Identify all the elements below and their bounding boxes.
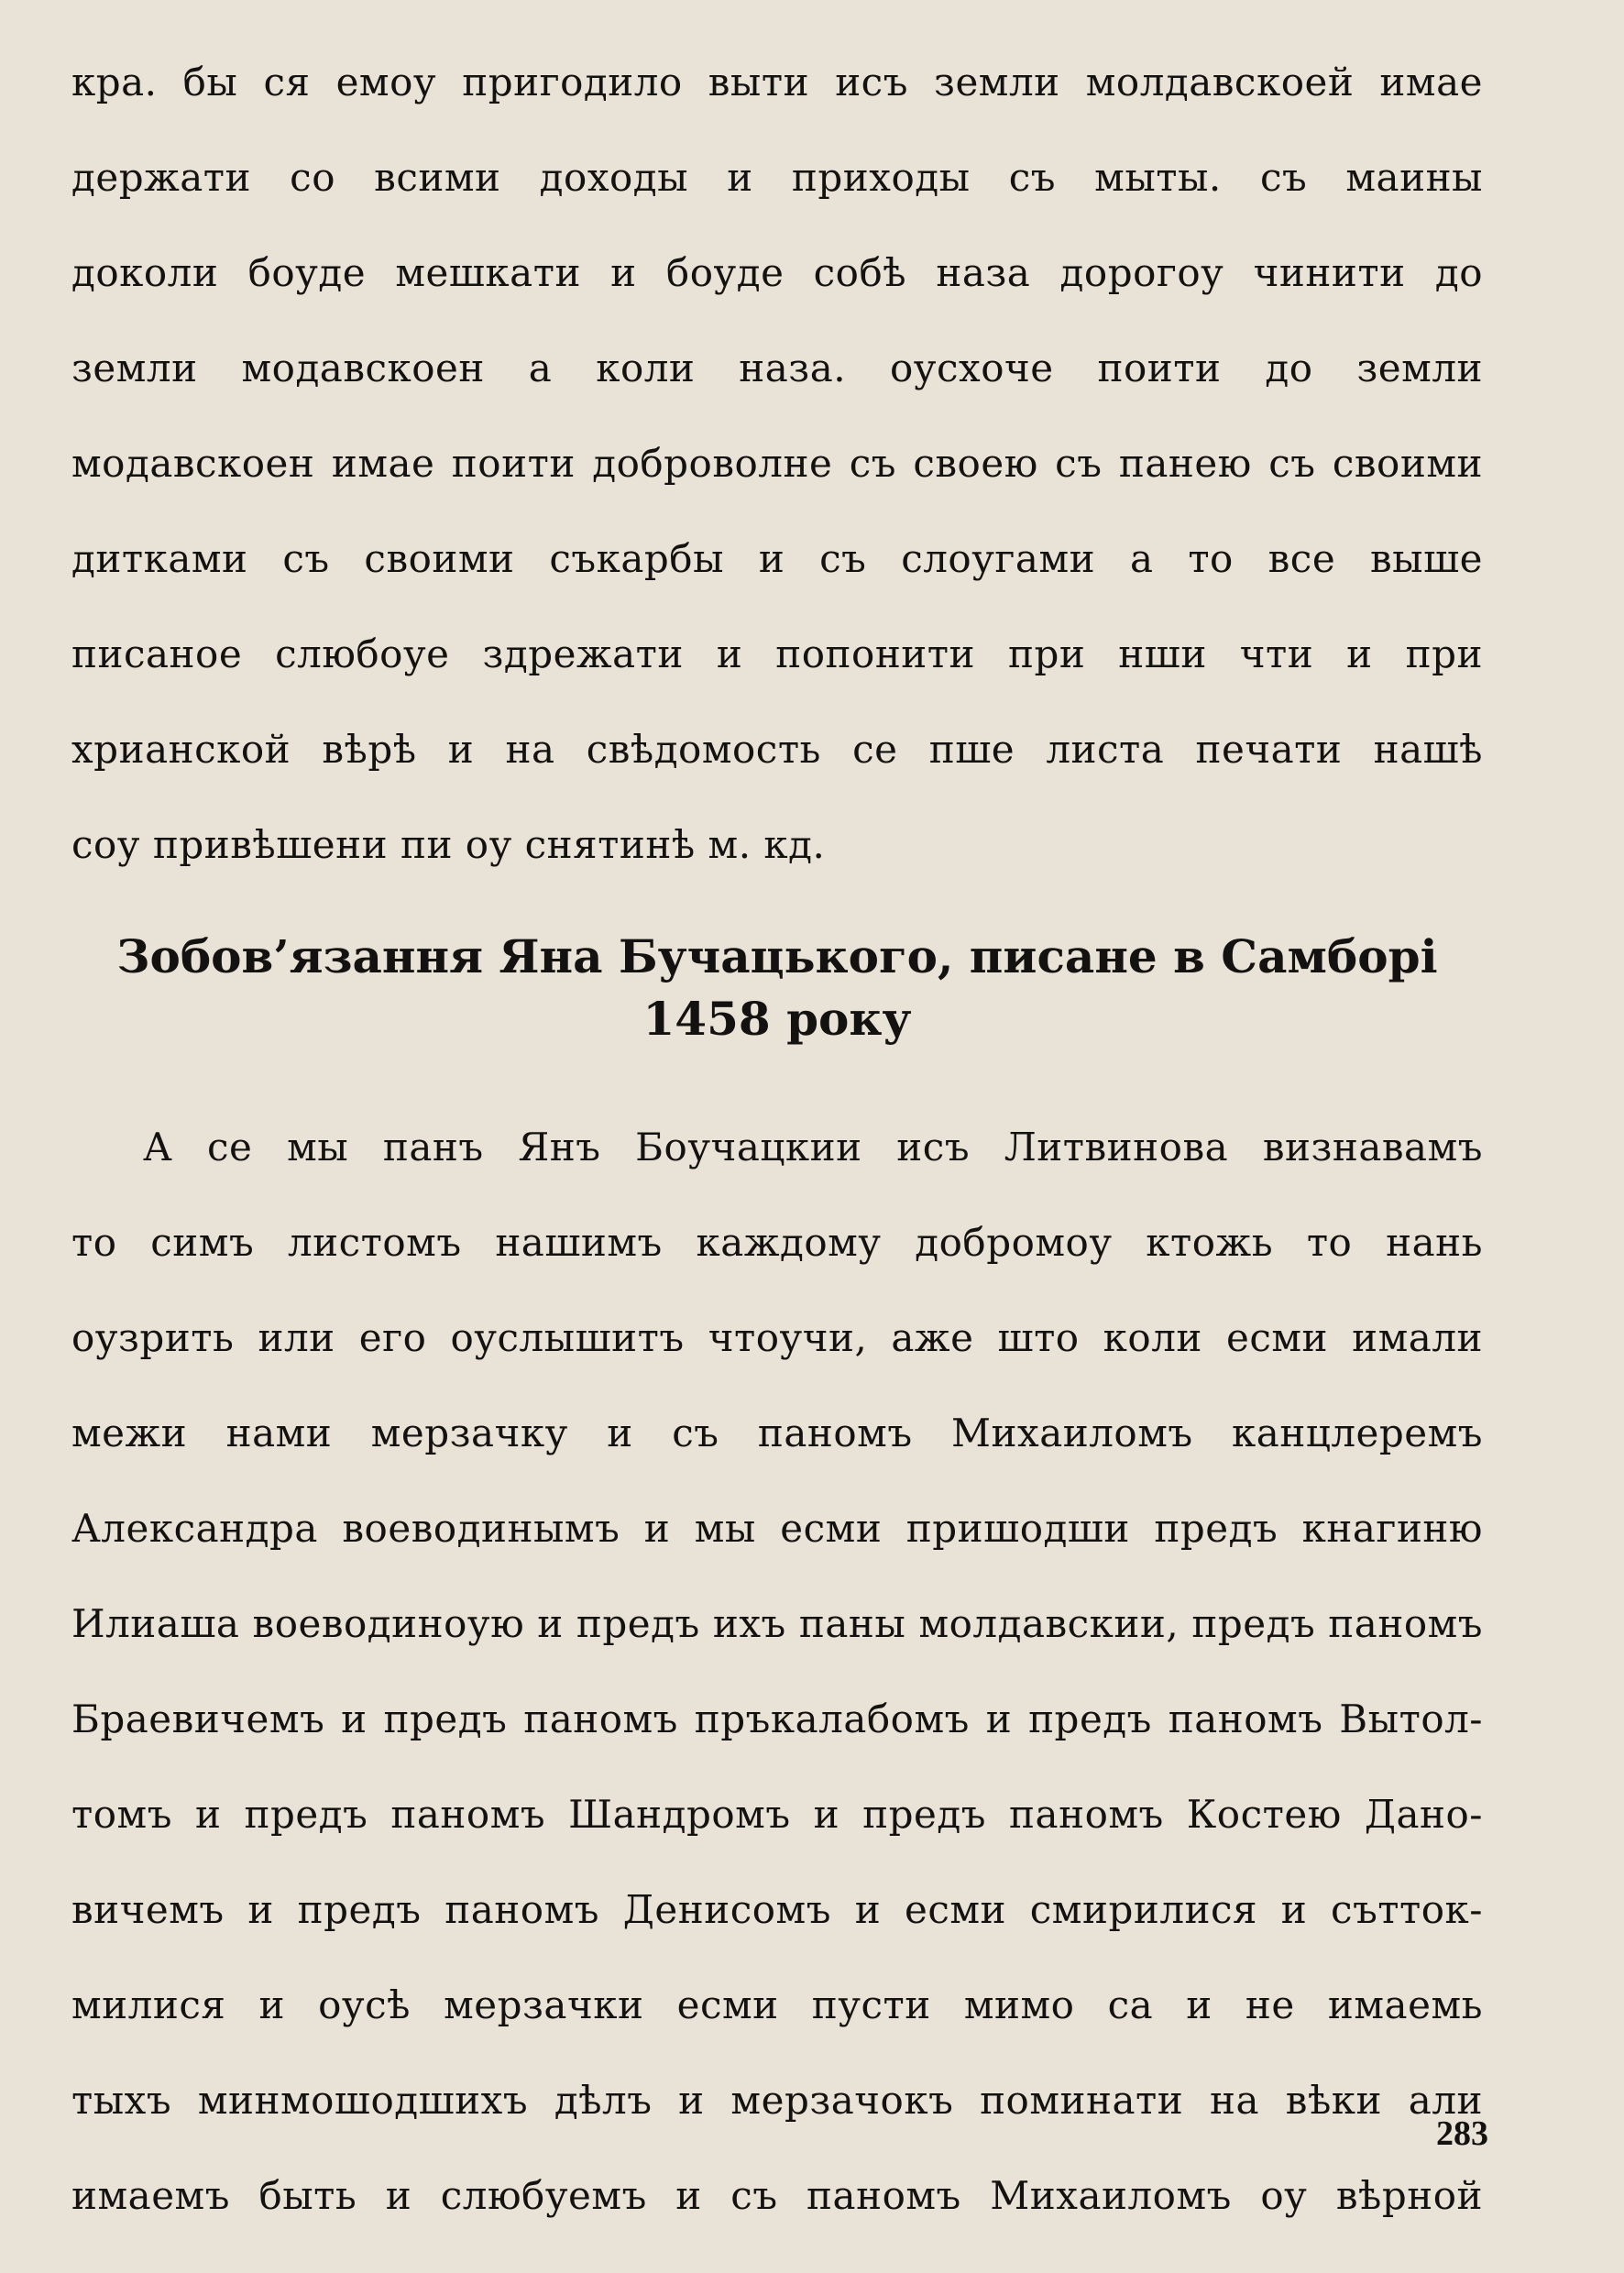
- section-heading: [71, 926, 1483, 1050]
- text-line: соу привѣшени пи оу снятинѣ м. кд.: [71, 822, 826, 867]
- text-line: Браевичемъ и предъ паномъ пръкалабомъ и предъ паномъ Вытол-: [71, 1697, 1483, 1741]
- text-line: имаемъ быть и слюбуемъ и съ паномъ Михаиломъ оу вѣрной: [71, 2173, 1483, 2218]
- text-line: хрианской вѣрѣ и на свѣдомость се пше листа печати нашѣ: [71, 727, 1483, 772]
- text-line: держати со всими доходы и приходы съ мыты. съ маины: [71, 155, 1483, 200]
- text-line: милися и оусѣ мерзачки есми пусти мимо са и не имаемь: [71, 1982, 1483, 2027]
- text-line: томъ и предъ паномъ Шандромъ и предъ паномъ Костею Дано-: [71, 1792, 1483, 1837]
- text-line: Александра воеводинымъ и мы есми пришодши предъ кнагиню: [71, 1506, 1483, 1551]
- text-line: оузрить или его оуслышитъ чтоучи, аже што коли есми имали: [71, 1315, 1483, 1360]
- text-line: земли модавскоен а коли наза. оусхоче поити до земли: [71, 346, 1483, 390]
- text-line: кра. бы ся емоу пригодило выти исъ земли молдавскоей имае: [71, 60, 1483, 104]
- page-number: 283: [1436, 2114, 1488, 2153]
- text-line: вичемъ и предъ паномъ Денисомъ и есми смирилися и сътток-: [71, 1887, 1483, 1932]
- heading-line: 1458 року: [642, 992, 912, 1046]
- previous-charter-text: [71, 35, 1483, 893]
- text-line: дитками съ своими съкарбы и съ слоугами а то все выше: [71, 536, 1483, 581]
- text-line: Илиаша воеводиноую и предъ ихъ паны молдавскии, предъ паномъ: [71, 1601, 1483, 1646]
- text-line: то симъ листомъ нашимъ каждому добромоу ктожь то нань: [71, 1220, 1483, 1265]
- charter-text: [71, 1100, 1483, 2244]
- text-line: писаное слюбоуе здрежати и попонити при нши чти и при: [71, 631, 1483, 676]
- text-line: межи нами мерзачку и съ паномъ Михаиломъ канцлеремъ: [71, 1411, 1483, 1455]
- heading-line: Зобов’язання Яна Бучацького, писане в Самборі: [116, 929, 1438, 983]
- text-line: А се мы панъ Янъ Боучацкии исъ Литвинова визнавамъ: [143, 1125, 1483, 1169]
- text-line: тыхъ минмошодшихъ дѣлъ и мерзачокъ поминати на вѣки али: [71, 2078, 1483, 2123]
- text-line: доколи боуде мешкати и боуде собѣ наза дорогоу чинити до: [71, 250, 1483, 295]
- text-line: модавскоен имае поити доброволне съ своею съ панею съ своими: [71, 441, 1483, 486]
